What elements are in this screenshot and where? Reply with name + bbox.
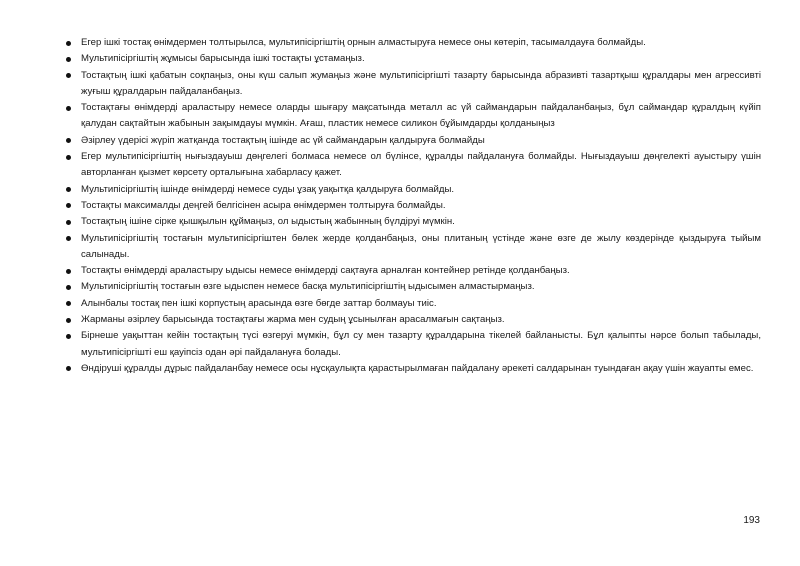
list-item-text: Егер ішкі тостақ өнімдермен толтырылса, мультипісіргіштің орнын алмастыруға немесе оны көтеріп, тасымалдауға болмайды. bbox=[81, 37, 646, 48]
bullet-icon bbox=[66, 73, 71, 78]
bullet-icon bbox=[66, 106, 71, 111]
bullet-icon bbox=[66, 41, 71, 46]
safety-instructions-list bbox=[64, 35, 761, 377]
list-item bbox=[64, 263, 761, 279]
list-item bbox=[64, 296, 761, 312]
bullet-icon bbox=[66, 187, 71, 192]
list-item-text: Өндіруші құралды дұрыс пайдаланбау немесе осы нұсқаулықта қарастырылмаған пайдалану әрекеті салдарынан туындаған ақау үшін жауапты емес. bbox=[81, 362, 754, 374]
bullet-icon bbox=[66, 138, 71, 143]
list-item-text: Егер мультипісіргіштің нығыздауыш дөңгелегі болмаса немесе ол бүлінсе, құралды пайдалануға болмайды. Нығыздауыш дөңгелекті ауыстыру үшін авторланған қызмет көрсету орталығына хабарласу қажет. bbox=[81, 151, 761, 179]
list-item bbox=[64, 361, 761, 377]
list-item-text: Тостақтағы өнімдерді араластыру немесе оларды шығару мақсатында металл ас үй саймандарын пайдаланбаңыз, бұл саймандар құралдың күйіп қалудан сақтайтын жабынын зақымдауы мүмкін. Ағаш, пластик немесе силикон бұйымдарды қолданыңыз bbox=[81, 102, 761, 130]
list-item-text: Жарманы әзірлеу барысында тостақтағы жарма мен судың ұсынылған арасалмағын сақтаңыз. bbox=[81, 314, 505, 326]
list-item bbox=[64, 133, 761, 149]
list-item bbox=[64, 214, 761, 230]
list-item-text: Алынбалы тостақ пен ішкі корпустың арасында өзге бөгде заттар болмауы тиіс. bbox=[81, 297, 437, 309]
bullet-icon bbox=[66, 203, 71, 208]
bullet-icon bbox=[66, 269, 71, 274]
list-item-text: Мультипісіргіштің тостағын мультипісіргіштен бөлек жерде қолданбаңыз, оны плитаның үстінде және өзге де жылу көздерінде қыздыруға тыйым салынады. bbox=[81, 232, 761, 260]
list-item bbox=[64, 231, 761, 264]
page-number: 193 bbox=[743, 515, 760, 526]
bullet-icon bbox=[66, 220, 71, 225]
list-item-text: Бірнеше уақыттан кейін тостақтың түсі өзгеруі мүмкін, бұл су мен тазарту құралдарына тікелей байланысты. Бұл қалыпты нәрсе болып табылады, мультипісіргішті еш қауіпсіз одан әрі пайдалануға болады. bbox=[81, 330, 761, 358]
bullet-icon bbox=[66, 236, 71, 241]
list-item bbox=[64, 312, 761, 328]
list-item-text: Тостақты максималды деңгей белгісінен асыра өнімдермен толтыруға болмайды. bbox=[81, 199, 446, 211]
list-item bbox=[64, 68, 761, 101]
list-item bbox=[64, 51, 761, 67]
bullet-icon bbox=[66, 334, 71, 339]
list-item bbox=[64, 35, 761, 51]
list-item-text: Мультипісіргіштің ішінде өнімдерді немесе суды ұзақ уақытқа қалдыруға болмайды. bbox=[81, 183, 455, 195]
list-item-text: Тостақты өнімдерді араластыру ыдысы немесе өнімдерді сақтауға арналған контейнер ретінде қолданбаңыз. bbox=[81, 265, 570, 277]
bullet-icon bbox=[66, 318, 71, 323]
list-item bbox=[64, 182, 761, 198]
list-item-text: Мультипісіргіштің жұмысы барысында ішкі тостақты ұстамаңыз. bbox=[81, 53, 365, 65]
list-item-text: Мультипісіргіштің тостағын өзге ыдыспен немесе басқа мультипісіргіштің ыдысымен алмастырмаңыз. bbox=[81, 281, 535, 293]
bullet-icon bbox=[66, 366, 71, 371]
list-item bbox=[64, 279, 761, 295]
bullet-icon bbox=[66, 155, 71, 160]
bullet-icon bbox=[66, 57, 71, 62]
list-item bbox=[64, 149, 761, 182]
list-item bbox=[64, 328, 761, 361]
bullet-icon bbox=[66, 301, 71, 306]
bullet-icon bbox=[66, 285, 71, 290]
list-item bbox=[64, 198, 761, 214]
list-item bbox=[64, 100, 761, 133]
list-item-text: Тостақтың ішіне сірке қышқылын құймаңыз, ол ыдыстың жабынның бүлдіруі мүмкін. bbox=[81, 216, 455, 228]
list-item-text: Әзірлеу үдерісі жүріп жатқанда тостақтың ішінде ас үй саймандарын қалдыруға болмайды bbox=[81, 134, 485, 146]
list-item-text: Тостақтың ішкі қабатын соқпаңыз, оны күш салып жумаңыз және мультипісіргішті тазарту барысында абразивті тазартқыш құралдары мен агрессивті жуғыш құралдарын пайдаланбаңыз. bbox=[81, 69, 761, 97]
